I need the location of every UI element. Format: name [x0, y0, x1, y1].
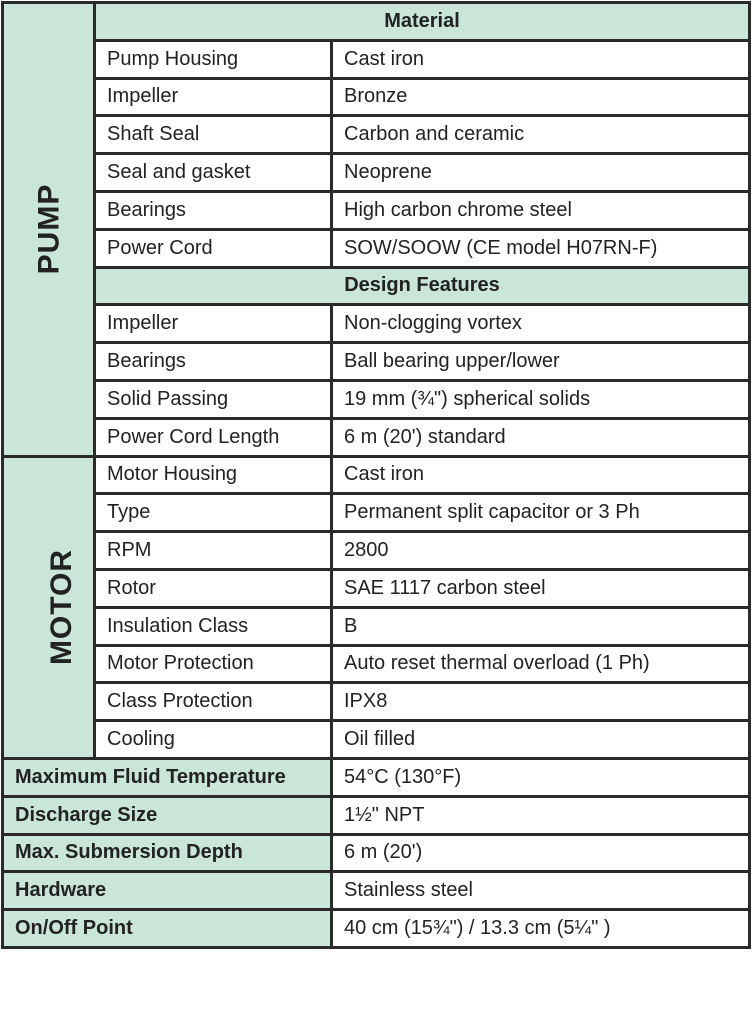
- spec-label: Max. Submersion Depth: [3, 834, 332, 872]
- spec-value: Ball bearing upper/lower: [332, 343, 750, 381]
- motor-section-label-text: MOTOR: [45, 549, 79, 666]
- table-row: [3, 343, 750, 381]
- spec-value: Auto reset thermal overload (1 Ph): [332, 645, 750, 683]
- table-row: [3, 40, 750, 78]
- spec-table: [1, 1, 751, 949]
- spec-label: Insulation Class: [95, 607, 332, 645]
- spec-value: SOW/SOOW (CE model H07RN-F): [332, 229, 750, 267]
- spec-value: 40 cm (15¾") / 13.3 cm (5¼" ): [332, 910, 750, 948]
- table-row: [3, 721, 750, 759]
- spec-value: Permanent split capacitor or 3 Ph: [332, 494, 750, 532]
- design-features-header: Design Features: [95, 267, 750, 305]
- table-row: [3, 116, 750, 154]
- table-row: [3, 834, 750, 872]
- spec-label: Class Protection: [95, 683, 332, 721]
- spec-label: Shaft Seal: [95, 116, 332, 154]
- motor-section-label: [3, 456, 95, 758]
- spec-label: Power Cord Length: [95, 418, 332, 456]
- spec-label: Type: [95, 494, 332, 532]
- table-row: [3, 418, 750, 456]
- table-row: [3, 154, 750, 192]
- pump-section-label-text: PUMP: [32, 183, 66, 275]
- spec-label: Maximum Fluid Temperature: [3, 758, 332, 796]
- table-row: [3, 796, 750, 834]
- spec-label: Cooling: [95, 721, 332, 759]
- spec-label: Discharge Size: [3, 796, 332, 834]
- spec-label: Rotor: [95, 569, 332, 607]
- spec-label: Power Cord: [95, 229, 332, 267]
- table-row: [3, 607, 750, 645]
- spec-value: Cast iron: [332, 40, 750, 78]
- spec-value: Bronze: [332, 78, 750, 116]
- spec-label: RPM: [95, 532, 332, 570]
- spec-value: 19 mm (¾") spherical solids: [332, 380, 750, 418]
- spec-label: Motor Protection: [95, 645, 332, 683]
- material-header: Material: [95, 3, 750, 41]
- spec-value: 2800: [332, 532, 750, 570]
- spec-label: Seal and gasket: [95, 154, 332, 192]
- spec-value: Non-clogging vortex: [332, 305, 750, 343]
- spec-label: Impeller: [95, 78, 332, 116]
- spec-label: Solid Passing: [95, 380, 332, 418]
- spec-label: Bearings: [95, 343, 332, 381]
- spec-value: B: [332, 607, 750, 645]
- table-row: [3, 380, 750, 418]
- spec-value: High carbon chrome steel: [332, 191, 750, 229]
- spec-label: Hardware: [3, 872, 332, 910]
- table-row: [3, 532, 750, 570]
- spec-value: 6 m (20') standard: [332, 418, 750, 456]
- spec-value: Oil filled: [332, 721, 750, 759]
- spec-label: Motor Housing: [95, 456, 332, 494]
- material-header-row: [3, 3, 750, 41]
- table-row: [3, 645, 750, 683]
- spec-label: Impeller: [95, 305, 332, 343]
- spec-label: On/Off Point: [3, 910, 332, 948]
- spec-value: Cast iron: [332, 456, 750, 494]
- table-row: [3, 872, 750, 910]
- table-row: [3, 191, 750, 229]
- design-header-row: [3, 267, 750, 305]
- spec-value: 54°C (130°F): [332, 758, 750, 796]
- table-row: [3, 305, 750, 343]
- table-row: [3, 456, 750, 494]
- table-row: [3, 758, 750, 796]
- spec-label: Pump Housing: [95, 40, 332, 78]
- spec-value: Stainless steel: [332, 872, 750, 910]
- pump-section-label: [3, 3, 95, 457]
- spec-value: Carbon and ceramic: [332, 116, 750, 154]
- table-row: [3, 910, 750, 948]
- spec-label: Bearings: [95, 191, 332, 229]
- spec-value: SAE 1117 carbon steel: [332, 569, 750, 607]
- spec-value: IPX8: [332, 683, 750, 721]
- table-row: [3, 229, 750, 267]
- spec-value: Neoprene: [332, 154, 750, 192]
- spec-value: 6 m (20'): [332, 834, 750, 872]
- spec-value: 1½" NPT: [332, 796, 750, 834]
- table-row: [3, 569, 750, 607]
- table-row: [3, 78, 750, 116]
- table-row: [3, 683, 750, 721]
- table-row: [3, 494, 750, 532]
